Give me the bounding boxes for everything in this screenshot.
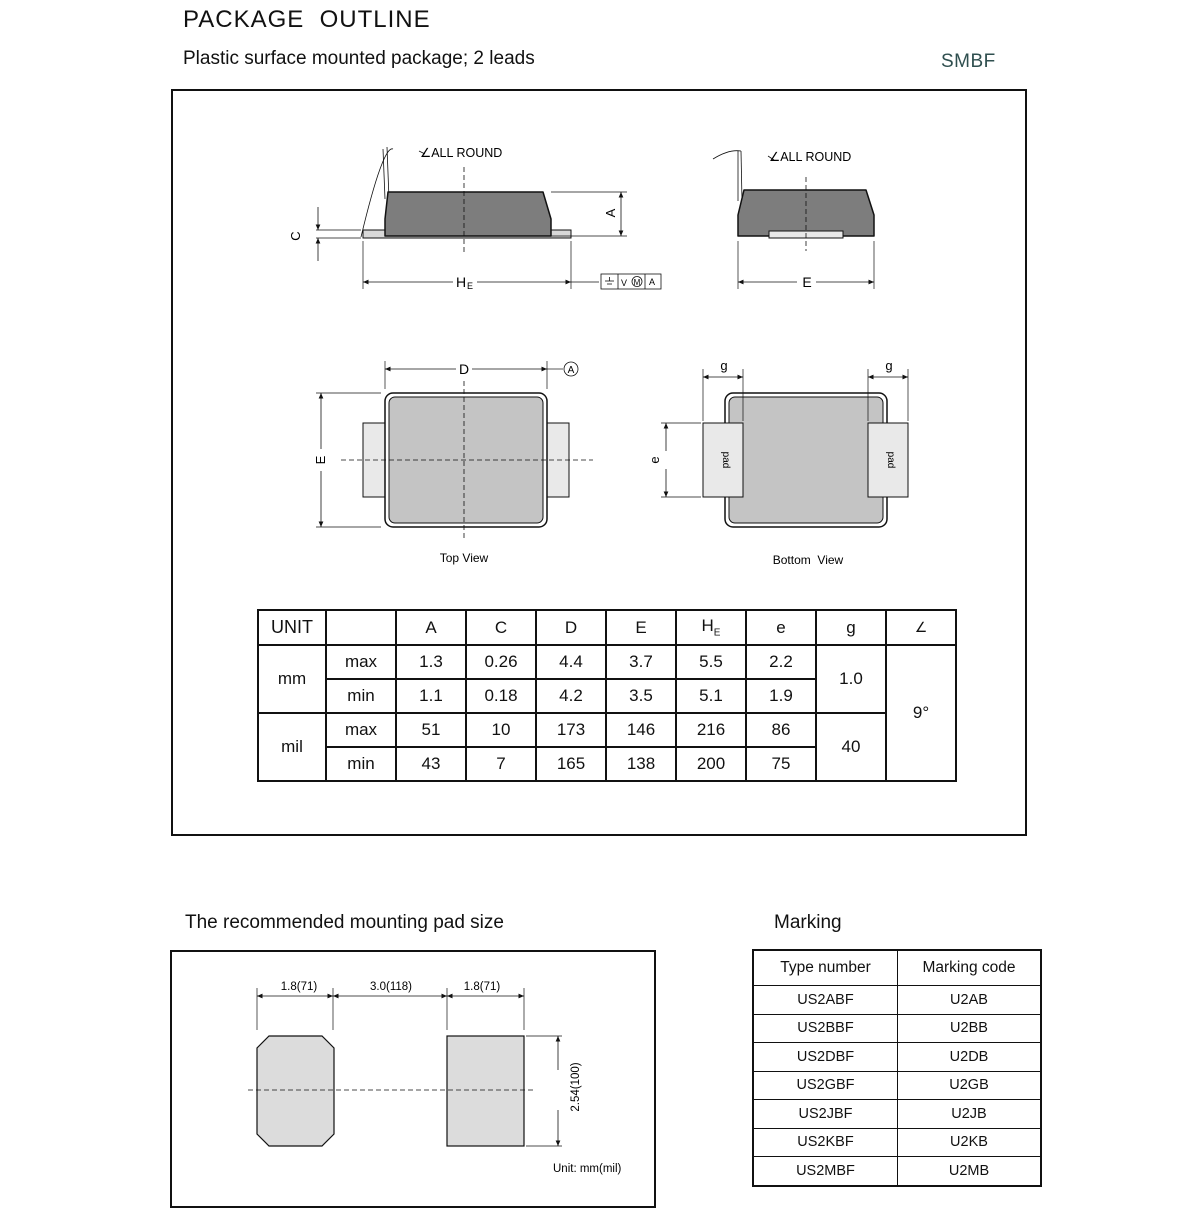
bottom-view	[647, 358, 908, 567]
dim-he-sub: E	[467, 281, 474, 291]
package-drawings	[171, 89, 1027, 609]
marking-code: U2GB	[898, 1071, 1041, 1100]
tol-v: V	[621, 278, 628, 288]
header-c: C	[466, 610, 536, 645]
cell: 173	[536, 713, 606, 747]
pad-unit-note: Unit: mm(mil)	[553, 1163, 622, 1175]
g-mil: 40	[816, 713, 886, 781]
tol-m: M	[633, 278, 641, 287]
table-row	[754, 1043, 1041, 1072]
pad-label-left: pad	[720, 451, 731, 469]
pad-dim-right: 1.8(71)	[463, 981, 501, 993]
cell: 3.5	[606, 679, 676, 713]
pad-drawing	[170, 950, 656, 1208]
type-number: US2KBF	[754, 1128, 898, 1157]
dim-e-small-label: e	[647, 456, 662, 464]
header-he	[676, 610, 746, 645]
cell: 3.7	[606, 645, 676, 679]
header-type-number: Type number	[754, 951, 898, 986]
cell: 165	[536, 747, 606, 781]
type-number: US2MBF	[754, 1157, 898, 1186]
marking-code: U2DB	[898, 1043, 1041, 1072]
cell: 43	[396, 747, 466, 781]
row-type: min	[326, 747, 396, 781]
header-e: E	[606, 610, 676, 645]
marking-title: Marking	[774, 912, 842, 933]
unit-mm: mm	[258, 645, 326, 713]
marking-code: U2KB	[898, 1128, 1041, 1157]
type-number: US2GBF	[754, 1071, 898, 1100]
header-d: D	[536, 610, 606, 645]
side-view-e	[713, 150, 874, 290]
cell: 200	[676, 747, 746, 781]
row-type: max	[326, 713, 396, 747]
marking-code: U2BB	[898, 1014, 1041, 1043]
top-view	[313, 361, 593, 565]
top-view-caption: Top View	[439, 551, 489, 565]
bottom-view-caption: Bottom View	[772, 553, 844, 567]
dim-g-label-2: g	[885, 358, 893, 373]
datum-a: A	[567, 365, 575, 376]
pad-section-title: The recommended mounting pad size	[185, 912, 504, 933]
cell: 5.5	[676, 645, 746, 679]
type-number: US2DBF	[754, 1043, 898, 1072]
table-row	[754, 1100, 1041, 1129]
type-number: US2ABF	[754, 986, 898, 1015]
cell: 51	[396, 713, 466, 747]
marking-code: U2JB	[898, 1100, 1041, 1129]
header-he-sub: E	[713, 627, 721, 639]
cell: 1.9	[746, 679, 816, 713]
dim-e-side-label: E	[802, 274, 812, 290]
marking-code: U2MB	[898, 1157, 1041, 1186]
all-round-label-1: ∠ALL ROUND	[420, 146, 503, 160]
package-code: SMBF	[941, 51, 996, 72]
header-g: g	[816, 610, 886, 645]
pad-right-shape	[447, 1036, 524, 1146]
table-row	[754, 986, 1041, 1015]
table-row	[754, 1014, 1041, 1043]
dim-c-label: C	[288, 231, 303, 241]
cell: 4.4	[536, 645, 606, 679]
page-title: PACKAGE OUTLINE	[183, 6, 431, 33]
dim-he-label: H	[456, 274, 467, 290]
cell: 1.1	[396, 679, 466, 713]
table-row	[258, 713, 956, 747]
cell: 7	[466, 747, 536, 781]
header-e-small: e	[746, 610, 816, 645]
table-row	[754, 1128, 1041, 1157]
dim-e-top-label: E	[313, 455, 328, 465]
type-number: US2JBF	[754, 1100, 898, 1129]
cell: 86	[746, 713, 816, 747]
cell: 1.3	[396, 645, 466, 679]
cell: 2.2	[746, 645, 816, 679]
cell: 0.18	[466, 679, 536, 713]
pad-dim-height: 2.54(100)	[570, 1062, 582, 1112]
tolerance-frame	[601, 274, 661, 289]
g-mm: 1.0	[816, 645, 886, 713]
dimension-table	[257, 609, 957, 782]
all-round-label-2: ∠ALL ROUND	[769, 150, 852, 164]
cell: 75	[746, 747, 816, 781]
side-view-he	[288, 146, 661, 291]
cell: 138	[606, 747, 676, 781]
unit-mil: mil	[258, 713, 326, 781]
cell: 146	[606, 713, 676, 747]
dimension-table-header	[258, 610, 956, 645]
dim-g-label-1: g	[720, 358, 728, 373]
marking-code: U2AB	[898, 986, 1041, 1015]
pad-label-right: pad	[885, 451, 896, 469]
header-he-main: H	[701, 616, 714, 636]
header-marking-code: Marking code	[898, 951, 1041, 986]
header-angle: ∠	[886, 610, 956, 645]
pad-dim-left: 1.8(71)	[280, 981, 318, 993]
table-row	[258, 645, 956, 679]
marking-table	[753, 950, 1041, 1186]
cell: 10	[466, 713, 536, 747]
row-type: min	[326, 679, 396, 713]
cell: 5.1	[676, 679, 746, 713]
dim-a-label: A	[603, 208, 618, 218]
header-unit: UNIT	[258, 610, 326, 645]
row-type: max	[326, 645, 396, 679]
table-row	[754, 1157, 1041, 1186]
header-blank	[326, 610, 396, 645]
pad-dim-mid: 3.0(118)	[370, 981, 412, 993]
marking-header	[754, 951, 1041, 986]
angle-value: 9°	[886, 645, 956, 781]
header-a: A	[396, 610, 466, 645]
pad-left-shape	[257, 1036, 334, 1146]
cell: 0.26	[466, 645, 536, 679]
cell: 216	[676, 713, 746, 747]
tol-a: A	[649, 277, 656, 287]
cell: 4.2	[536, 679, 606, 713]
type-number: US2BBF	[754, 1014, 898, 1043]
page-subtitle: Plastic surface mounted package; 2 leads	[183, 48, 535, 69]
table-row	[754, 1071, 1041, 1100]
dim-d-label: D	[458, 361, 470, 377]
